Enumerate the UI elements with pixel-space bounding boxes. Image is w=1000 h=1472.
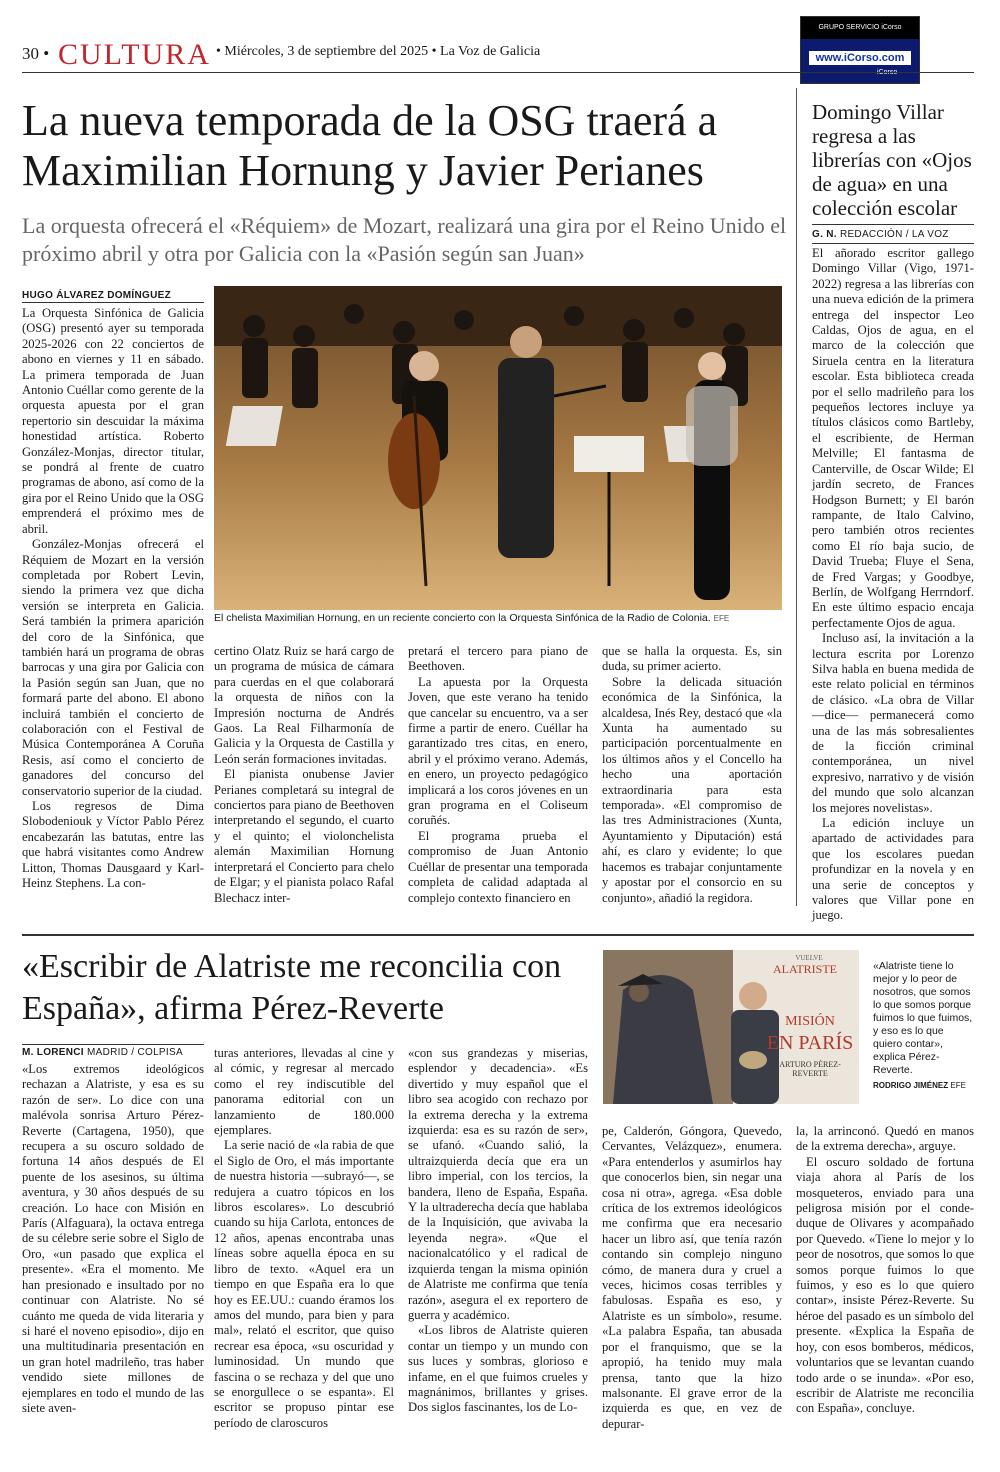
newspaper-name: La Voz de Galicia <box>440 44 541 59</box>
paragraph: El oscuro soldado de fortuna viaja ahora al París de los mosqueteros, enviado para una peligrosa misión por el conde-duque de Olivares y acompañado por Quevedo. «Tiene lo mejor y lo peor de nosotros, que somos lo que somos porque fuimos lo que fuimos, y eso es lo que quiero contar», insiste Pérez-Reverte. Su héroe del pasado es un símbolo del presente. «Explica la España de hoy, con esos bomberos, médicos, voluntarios que se levantan cuando todo arde o se inunda». «Por eso, escribir de Alatriste me reconcilia con España», concluye. <box>796 1154 974 1416</box>
poster-name: ALATRISTE <box>773 962 837 976</box>
paragraph: pe, Calderón, Góngora, Quevedo, Cervantes, Velázquez», enumera. «Para entenderlos y asumirlos hay que conocerlos bien, sin negar una cosa ni otra», agrega. «Esa doble crítica de los extremos ideológicos me confirma que era necesario hacer un libro así, que tenía razón contando sin complejo ninguno cómo, de manera dura y cruel a veces, hicimos cosas terribles y fabulosas. España es eso, y Alatriste es un símbolo», resume. «La palabra España, tan abusada por el franquismo, que se la apropió, ha tenido muy mala prensa, tanto que la hizo malsonante. El grave error de la izquierda es que, en vez de depurar- <box>602 1124 782 1431</box>
paragraph: turas anteriores, llevadas al cine y al cómic, y regresar al mercado como el rey indiscutible del panorama editorial con un lanzamiento de 180.000 ejemplares. <box>214 1046 394 1138</box>
header-rule <box>22 72 974 73</box>
paragraph: que se halla la orquesta. Es, sin duda, su primer acierto. <box>602 644 782 674</box>
bullet-icon: • <box>43 44 50 63</box>
byline-rule <box>812 224 974 225</box>
page-number <box>22 44 49 64</box>
caption-text: «Alatriste tiene lo mejor y lo peor de nosotros, que somos lo que somos porque fuimos lo que fuimos, y eso es lo que quiero contar», explica Pérez-Reverte. <box>873 960 973 1076</box>
sidebar-byline <box>812 229 974 240</box>
author-location: REDACCIÓN / LA VOZ <box>839 229 949 240</box>
author-name: M. LORENCI <box>22 1047 84 1058</box>
paragraph: Incluso así, la invitación a la lectura escrita por Lorenzo Silva habla en buena medida de este relato policial en términos de clásico. «La obra de Villar —dice— permanecerá como una de las más sobresalientes de la ficción criminal contemporánea, un nivel expresivo, narrativo y de visión del mundo que solo alcanzan los mejores novelistas». <box>812 631 974 815</box>
bullet-icon: • <box>216 44 221 59</box>
paragraph: La Orquesta Sinfónica de Galicia (OSG) presentó ayer su temporada 2025-2026 con 22 conciertos de abono en viernes y 11 en sábado. La primera temporada de Juan Antonio Cuéllar como gerente de la orquesta apuesta por el gran repertorio sin descuidar la máxima honestidad artística. Roberto González-Monjas, director titular, se pondrá al frente de cuatro programas de abono, así como de la gira por el Reino Unido que la OSG emprenderá el próximo mes de abril. <box>22 306 204 536</box>
article1-byline: HUGO ÁLVAREZ DOMÍNGUEZ <box>22 290 172 301</box>
poster-author: ARTURO PÉREZ-REVERTE <box>779 1060 841 1078</box>
paragraph: certino Olatz Ruiz se hará cargo de un programa de música de cámara para cuerdas en el que colaborará la orquesta de niños con la Impresión nocturna de Andrés Gaos. La Real Filharmonía de Galicia y la Orquesta de Castilla y León serán formaciones invitadas. <box>214 644 394 766</box>
paragraph: La edición incluye un apartado de actividades para que los escolares puedan profundizar en la novela y en una serie de conceptos y valores que Villar pone en juego. <box>812 816 974 923</box>
article2-col2 <box>214 1046 394 1431</box>
paragraph: Los regresos de Dima Slobodeniouk y Víctor Pablo Pérez encabezarán las batutas, entre las que habrá visitantes como Andrew Litton, Thomas Dausgaard y Karl-Heinz Stephens. La con- <box>22 799 204 891</box>
photo1-caption <box>214 612 782 625</box>
sidebar-body <box>812 246 974 924</box>
logo-mark: iCorso <box>877 69 898 76</box>
logo-banner: GRUPO SERVICIO iCorso <box>801 17 919 39</box>
article1-col1 <box>22 306 204 891</box>
paragraph: «con sus grandezas y miserias, esplendor y decadencia». «Es divertido y muy español que el libro sea acogido con rechazo por la extrema derecha y la extrema izquierda: esa es su razón de ser», se ufanó. «Cuando salió, la ultraizquierda decía que era un libro imperial, con los tercios, la bandera, lleno de España, España. Y la ultraderecha decía que hablaba de la Inquisición, que avivaba la leyenda negra». «Que el nacionalcatólico y el radical de izquierda tengan la misma opinión de Alatriste me confirma que tenía razón», asegura el ex reportero de guerra y académico. <box>408 1046 588 1322</box>
article1-col2 <box>214 644 394 906</box>
photographer-name: RODRIGO JIMÉNEZ <box>873 1081 949 1090</box>
bullet-icon: • <box>431 44 437 59</box>
poster-kicker: VUELVE <box>795 954 823 962</box>
photo2-caption <box>873 960 973 1092</box>
icorso-logo[interactable] <box>800 16 920 84</box>
byline-rule <box>812 243 974 244</box>
section-title: CULTURA <box>58 38 211 71</box>
paragraph: El añorado escritor gallego Domingo Villar (Vigo, 1971-2022) regresa a las librerías con una nueva edición de la primera entrega del inspector Leo Caldas, Ojos de agua, en el marco de la colección que Siruela centra en la literatura escolar. Esta biblioteca creada por el sello madrileño para los pequeños lectores incluye ya títulos clásicos como Bartleby, el escribiente, de Herman Melville; El fantasma de Canterville, de Oscar Wilde; El jardín secreto, de Frances Hodgson Burnett; y El barón rampante, de Italo Calvino, pero también otros recientes como El río baja sucio, de David Trueba; Fluye el Sena, de Fred Vargas; y Goodbye, Berlín, de Wolfgang Herrndorf. En este último espacio encaja perfectamente Ojos de agua. <box>812 246 974 630</box>
paragraph: Sobre la delicada situación económica de la Sinfónica, la alcaldesa, Inés Rey, destacó que «la Xunta ha aumentado su participación porcentualmente en los últimos años y el Concello ha hecho una aportación extraordinaria para esta temporada». «El compromiso de las tres Administraciones (Xunta, Ayuntamiento y Diputación) está ahí, es claro y evidente; lo que hacemos es trabajar conjuntamente y apostar por el consorcio en su conjunto», añadió la regidora. <box>602 674 782 905</box>
paragraph: la, la arrinconó. Quedó en manos de la extrema derecha», arguye. <box>796 1124 974 1154</box>
poster-title-line2: EN PARÍS <box>766 1032 854 1054</box>
photo-credit <box>873 1079 973 1092</box>
article2-col3 <box>408 1046 588 1416</box>
byline-rule <box>22 302 204 303</box>
byline-rule <box>22 1044 204 1045</box>
author-location: MADRID / COLPISA <box>86 1047 183 1058</box>
article2-col5 <box>796 1124 974 1417</box>
paragraph: El programa prueba el compromiso de Juan Antonio Cuéllar de presentar una temporada completa de calidad adaptada al complejo contexto financiero en <box>408 828 588 905</box>
caption-text: El chelista Maximilian Hornung, en un reciente concierto con la Orquesta Sinfónica de la Radio de Colonia. <box>214 612 711 624</box>
orchestra-photo <box>214 286 782 610</box>
article2-headline: «Escribir de Alatriste me reconcilia con España», afirma Pérez-Reverte <box>22 948 562 1027</box>
page-number-text: 30 <box>22 44 39 63</box>
author-name: G. N. <box>812 229 837 240</box>
article1-col3 <box>408 644 588 906</box>
paragraph: pretará el tercero para piano de Beethoven. <box>408 644 588 674</box>
article2-col1 <box>22 1062 204 1416</box>
perez-reverte-photo <box>603 950 859 1104</box>
section-divider <box>22 934 974 936</box>
logo-url[interactable]: www.iCorso.com <box>809 51 911 65</box>
orchestra-illustration <box>214 286 782 610</box>
poster-title-line1: MISIÓN <box>785 1014 835 1029</box>
paragraph: González-Monjas ofrecerá el Réquiem de Mozart en la versión completada por Robert Levin, siendo la primera vez que dicha versión se interpreta en Galicia. Será también la primera aparición del coro de la Sinfónica, que también hará un programa de obras barrocas y una gira por Galicia con la Pasión según san Juan, que no formará parte del abono. El abono incluirá también el concierto de colaboración con el Festival de Música Contemporánea A Coruña Resis, así como el concierto de ganadores del concurso del conservatorio superior de la ciudad. <box>22 537 204 798</box>
sidebar-divider <box>796 88 797 906</box>
article1-col4 <box>602 644 782 906</box>
article2-byline <box>22 1047 204 1058</box>
paragraph: La apuesta por la Orquesta Joven, que este verano ha tenido que cancelar su encuentro, va a ser firme a partir de enero. Cuéllar ha garantizado tres citas, en enero, abril y el próximo verano. Además, en enero, un proyecto pedagógico implicará a los coros jóvenes en un gran programa en el Coliseum coruñés. <box>408 674 588 828</box>
sidebar-headline: Domingo Villar regresa a las librerías con «Ojos de agua» en una colección escolar <box>812 100 972 220</box>
paragraph: El pianista onubense Javier Perianes completará su integral de conciertos para piano de Beethoven interpretando el segundo, el cuarto y el quinto; el violonchelista alemán Maximilian Hornung interpretará el Concierto para chelo de Elgar; y el pianista polaco Rafal Blechacz inter- <box>214 767 394 905</box>
paragraph: «Los extremos ideológicos rechazan a Alatriste, y esa es su razón de ser». Lo dice con una malévola sonrisa Arturo Pérez-Reverte (Cartagena, 1950), que recupera a su oscuro soldado de fortuna 14 años después de El puente de los asesinos, su última aventura, y 30 años después de su creación. Lo hace con Misión en París (Alfaguara), la octava entrega de su célebre serie sobre el Siglo de Oro, «un pasado que explica el presente». «Era el momento. Me han presionado e insultado por no continuar con Alatriste. No sé cuánto me queda de vida literaria y si haré el noveno episodio», dijo en una multitudinaria presentación en un gran hotel madrileño, tras haber vendido siete millones de ejemplares en todo el mundo de las siete aven- <box>22 1062 204 1415</box>
photo-agency: EFE <box>950 1081 966 1090</box>
paragraph: «Los libros de Alatriste quieren contar un tiempo y un mundo con sus luces y sombras, glorioso e infame, en el que fuimos crueles y magnánimos, brillantes y grises. Dos siglos fascinantes, los de Lo- <box>408 1323 588 1415</box>
photo-credit: EFE <box>713 614 730 623</box>
article1-headline: La nueva temporada de la OSG traerá a Maximilian Hornung y Javier Perianes <box>22 96 718 195</box>
paragraph: La serie nació de «la rabia de que el Siglo de Oro, el más importante de nuestra historia —subrayó—, se redujera a cuatro tópicos en los libros escolares». Lo descubrió cuando su hija Carlota, entonces de 12 años, apenas encontraba unas líneas sobre aquella época en su libro de texto. «Aquel era un tiempo en que España era lo que hoy es EE.UU.: cuando éramos los amos del mundo, para bien y para mal», relató el escritor, que quiso recrear esa época, «su oscuridad y luminosidad. Un mundo que fascina o se rechaza y del que uno se enorgullece o se espanta». El escritor se propuso pintar ese período de claroscuros <box>214 1138 394 1430</box>
issue-date: Miércoles, 3 de septiembre del 2025 <box>224 44 429 59</box>
article2-col4 <box>602 1124 782 1432</box>
article1-subtitle: La orquesta ofrecerá el «Réquiem» de Mozart, realizará una gira por el Reino Unido el próximo abril y otra por Galicia con la «Pasión según san Juan» <box>22 213 787 266</box>
date-line <box>216 44 540 60</box>
